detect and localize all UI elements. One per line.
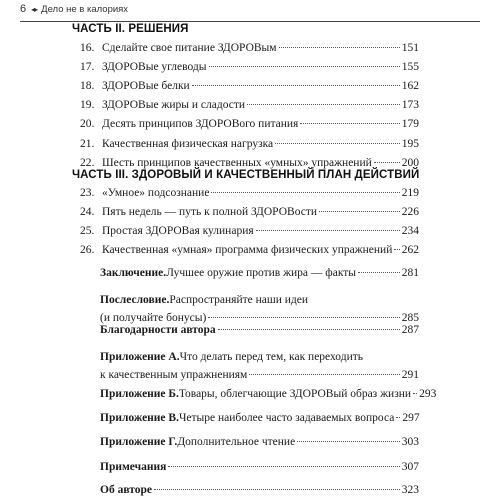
dot-leader [209, 66, 400, 67]
entry-text: Товары, облегчающие ЗДОРОВый образ жизни [178, 388, 412, 400]
entry-label: Приложение Б. [100, 388, 179, 400]
dot-leader [218, 329, 400, 330]
chapter-title: Качественная «умная» программа физических упражнений [102, 244, 393, 256]
chapter-title: «Умное» подсознание [102, 187, 210, 199]
chapter-number: 25. [80, 225, 95, 237]
entry-label: Приложение В. [100, 412, 179, 424]
entry-page: 307 [401, 461, 419, 473]
entry-label: Заключение. [100, 267, 167, 279]
entry-text: Что делать перед тем, как переходить [179, 351, 364, 363]
entry-text: Четыре наиболее часто задаваемых вопроса [178, 412, 395, 424]
dot-leader [319, 211, 400, 212]
chapter-number: 24. [80, 206, 95, 218]
chapter-number: 18. [80, 80, 95, 92]
toc-entry[interactable] [80, 186, 419, 201]
toc-entry[interactable] [80, 224, 419, 239]
entry-page: 285 [401, 312, 419, 324]
entry-page: 293 [419, 388, 437, 400]
running-head [20, 3, 128, 15]
entry-label: Примечания [100, 461, 167, 473]
chapter-title: Десять принципов ЗДОРОВого питания [102, 118, 299, 130]
chapter-page: 195 [401, 138, 419, 150]
dot-leader [358, 272, 400, 273]
chapter-page: 162 [401, 80, 419, 92]
chapter-number: 20. [80, 118, 95, 130]
dot-leader [394, 249, 399, 250]
entry-page: 291 [401, 369, 419, 381]
back-matter-entry[interactable] [100, 411, 419, 426]
chapter-number: 19. [80, 99, 95, 111]
part2-title: ЧАСТЬ II. РЕШЕНИЯ [72, 23, 189, 35]
dot-leader [154, 489, 400, 490]
dot-leader [300, 123, 399, 124]
entry-text-line2: (и получайте бонусы) [100, 312, 207, 324]
dot-leader [211, 192, 399, 193]
dot-leader [297, 441, 400, 442]
entry-text: Распространяйте наши идеи [169, 294, 309, 306]
dot-leader [192, 85, 400, 86]
back-matter-entry[interactable] [100, 266, 419, 281]
chapter-page: 173 [401, 99, 419, 111]
back-matter-entry[interactable] [100, 483, 419, 498]
chapter-title: Качественная физическая нагрузка [102, 138, 274, 150]
entry-page: 287 [401, 324, 419, 336]
chapter-number: 26. [80, 244, 95, 256]
chapter-page: 226 [401, 206, 419, 218]
back-matter-entry[interactable] [100, 435, 419, 450]
dot-leader [279, 47, 400, 48]
chapter-title: ЗДОРОВые белки [102, 80, 190, 92]
dot-leader [247, 104, 400, 105]
entry-text: Лучшее оружие против жира — факты [166, 267, 357, 279]
entry-label: Послесловие. [100, 294, 170, 306]
ornament-icon: ◂▸ [31, 5, 38, 14]
entry-text: Дополнительное чтение [177, 436, 296, 448]
entry-label: Приложение А. [100, 351, 180, 363]
dot-leader [256, 230, 400, 231]
back-matter-entry[interactable] [100, 293, 419, 326]
dot-leader [249, 374, 399, 375]
chapter-page: 155 [401, 61, 419, 73]
dot-leader [208, 317, 399, 318]
toc-entry[interactable] [80, 60, 419, 75]
toc-entry[interactable] [80, 41, 419, 56]
chapter-page: 151 [401, 42, 419, 54]
chapter-title: Шесть принципов качественных «умных» упражнений [102, 157, 372, 169]
entry-page: 323 [401, 484, 419, 496]
chapter-number: 21. [80, 138, 95, 150]
part3-title: ЧАСТЬ III. ЗДОРОВЫЙ И КАЧЕСТВЕННЫЙ ПЛАН ДЕЙСТВИЙ [72, 169, 420, 181]
entry-page: 281 [401, 267, 419, 279]
entry-label: Об авторе [100, 484, 152, 496]
dot-leader [275, 143, 400, 144]
back-matter-entry[interactable] [100, 323, 419, 338]
entry-label: Благодарности автора [100, 324, 216, 336]
back-matter-entry[interactable] [100, 387, 437, 402]
chapter-page: 262 [401, 244, 419, 256]
chapter-page: 200 [401, 157, 419, 169]
chapter-title: Сделайте свое питание ЗДОРОВым [102, 42, 277, 54]
chapter-title: Пять недель — путь к полной ЗДОРОВости [102, 206, 318, 218]
chapter-number: 17. [80, 61, 95, 73]
toc-entry[interactable] [80, 243, 419, 258]
dot-leader [413, 393, 417, 394]
dot-leader [396, 417, 400, 418]
chapter-number: 22. [80, 157, 95, 169]
toc-entry[interactable] [80, 79, 419, 94]
chapter-number: 16. [80, 42, 95, 54]
entry-page: 297 [402, 412, 420, 424]
toc-entry[interactable] [80, 137, 419, 152]
chapter-title: ЗДОРОВые углеводы [102, 61, 207, 73]
header-rule [20, 21, 480, 22]
entry-text-line2: к качественным упражнениям [100, 369, 248, 381]
back-matter-entry[interactable] [100, 350, 419, 383]
page-number: 6 [20, 3, 27, 15]
chapter-page: 179 [401, 118, 419, 130]
chapter-page: 234 [401, 225, 419, 237]
chapter-title: ЗДОРОВые жиры и сладости [102, 99, 246, 111]
toc-entry[interactable] [80, 98, 419, 113]
back-matter-entry[interactable] [100, 460, 419, 475]
toc-entry[interactable] [80, 117, 419, 132]
dot-leader [168, 466, 399, 467]
chapter-title: Простая ЗДОРОВая кулинария [102, 225, 254, 237]
entry-page: 303 [401, 436, 419, 448]
toc-entry[interactable] [80, 205, 419, 220]
dot-leader [374, 162, 400, 163]
entry-label: Приложение Г. [100, 436, 178, 448]
book-title: Дело не в калориях [41, 4, 129, 15]
chapter-page: 219 [401, 187, 419, 199]
chapter-number: 23. [80, 187, 95, 199]
